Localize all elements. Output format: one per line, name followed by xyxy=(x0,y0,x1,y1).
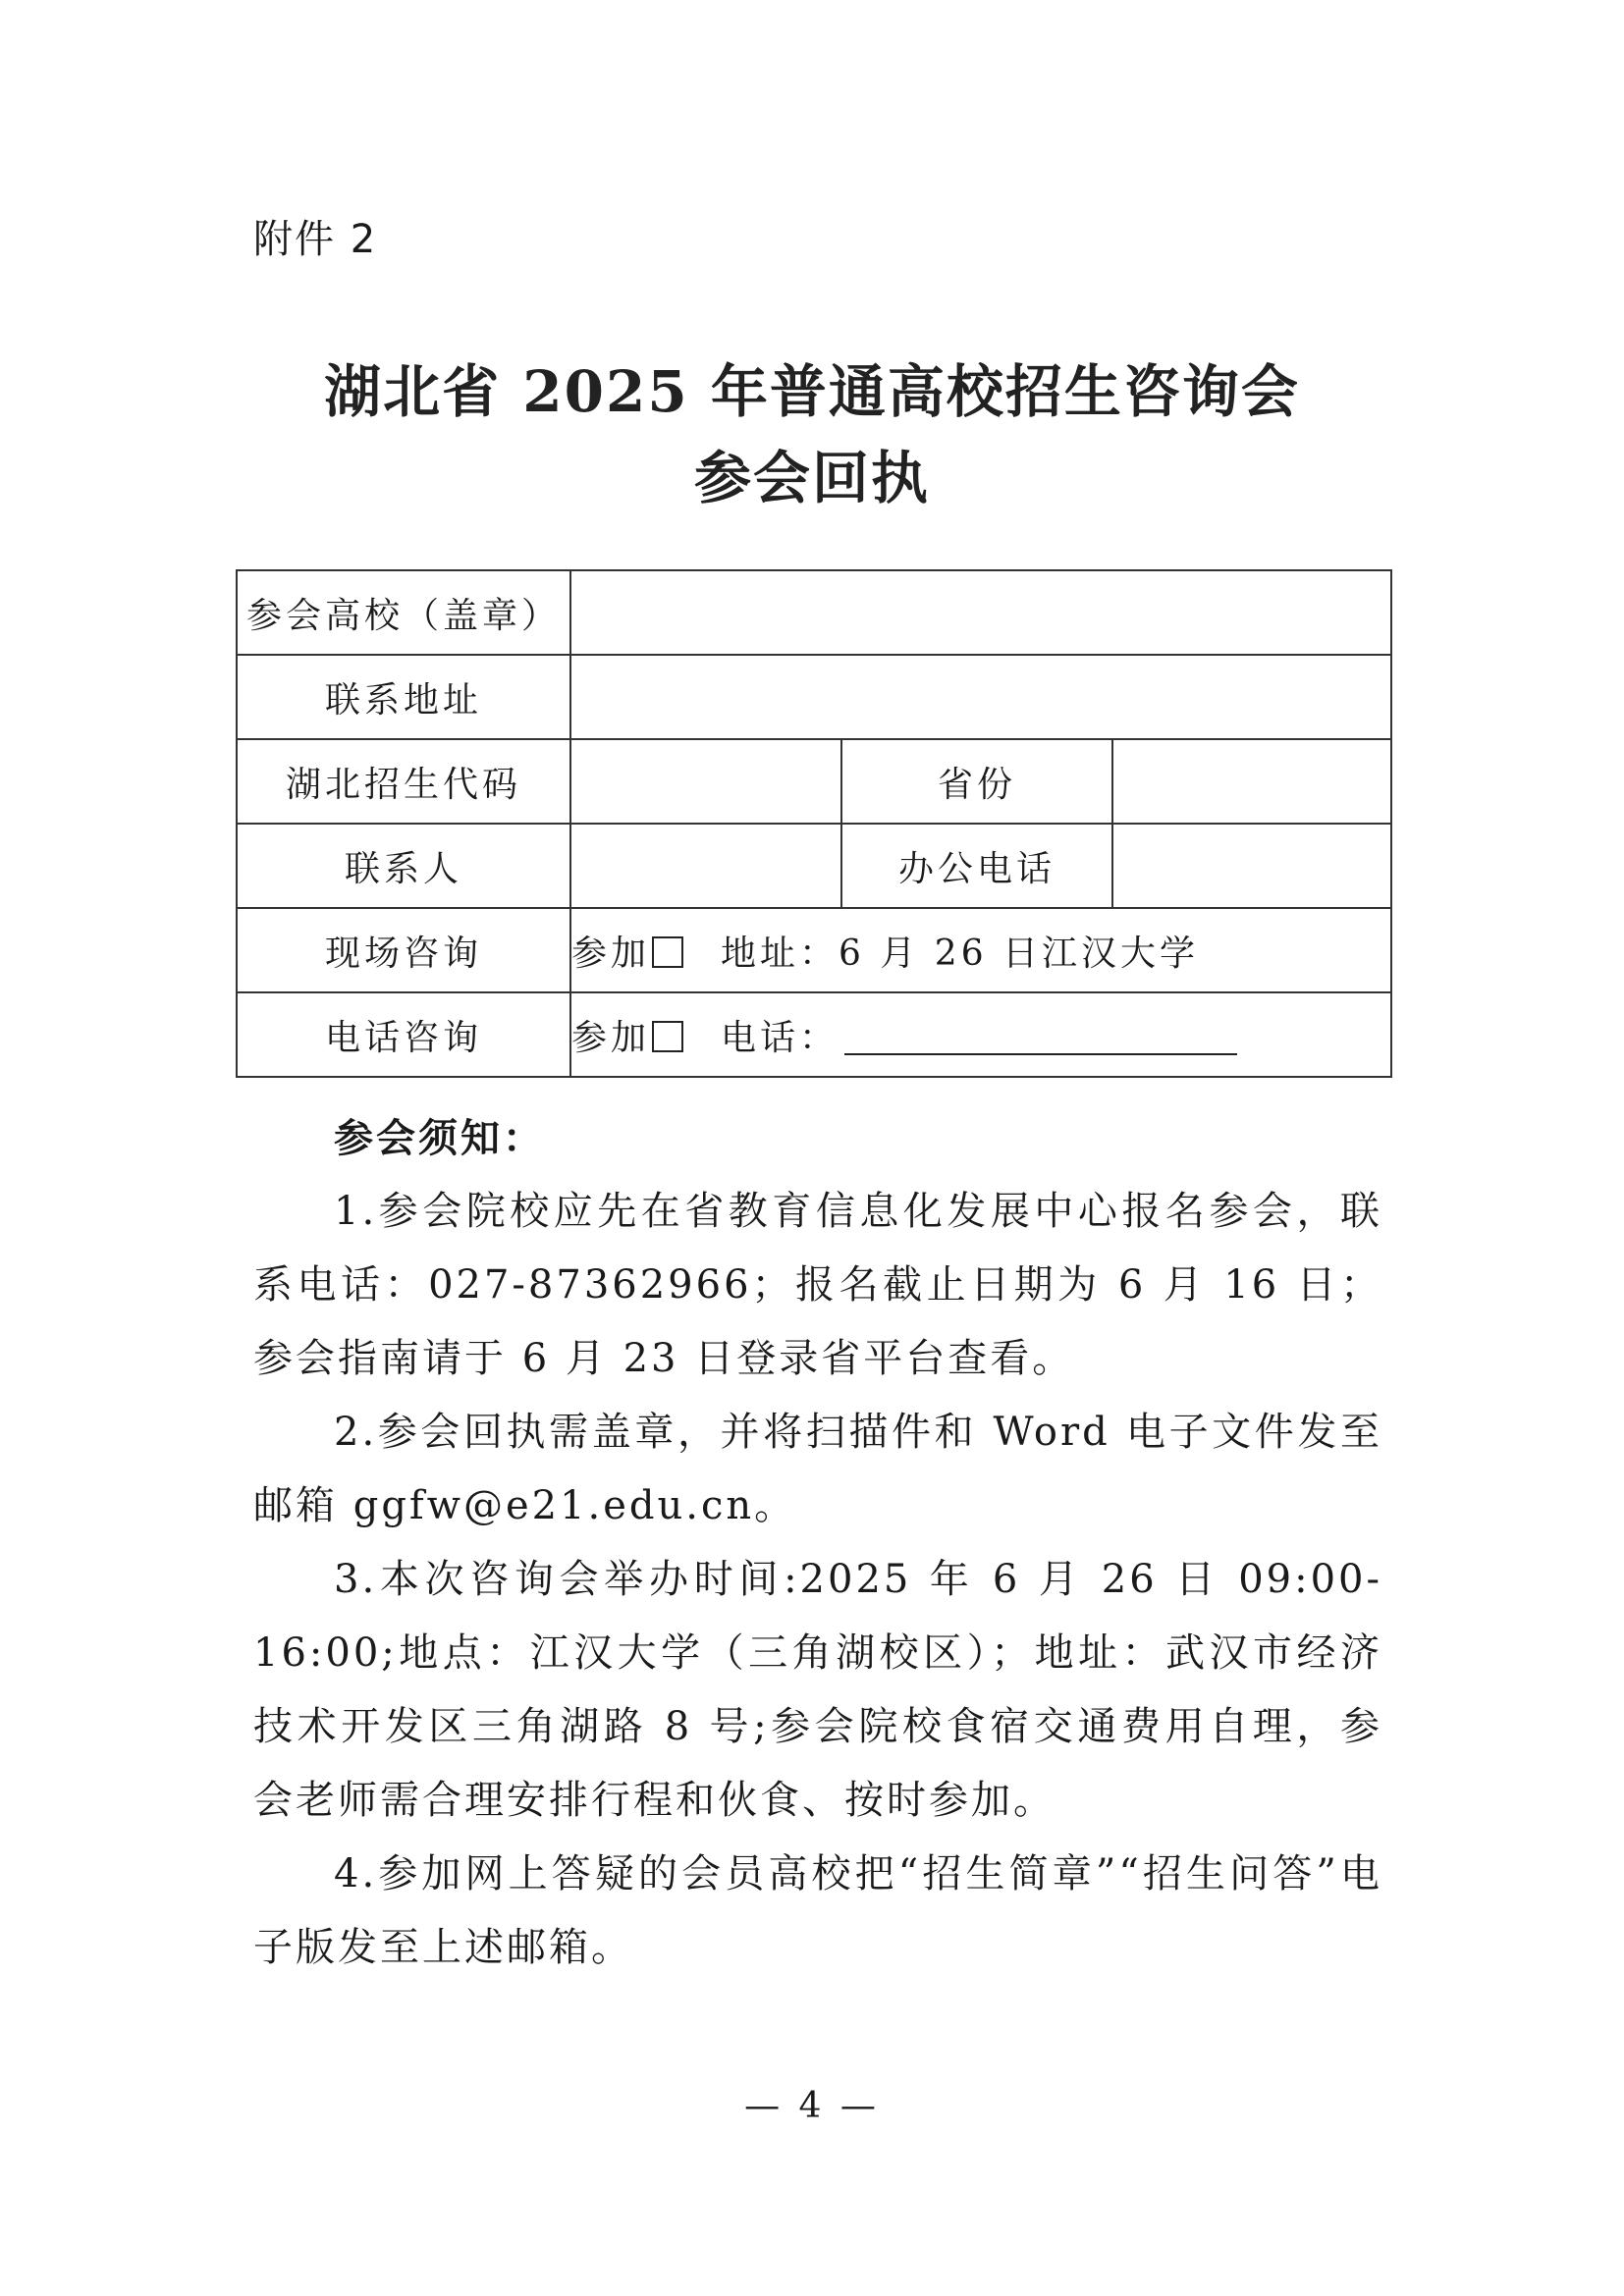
code-label: 湖北招生代码 xyxy=(237,739,570,824)
phone-checkbox[interactable] xyxy=(652,1021,683,1052)
phone-number-blank[interactable] xyxy=(844,1022,1237,1055)
province-label: 省份 xyxy=(841,739,1112,824)
registration-form-table xyxy=(236,569,1392,1078)
notice-item: 4.参加网上答疑的会员高校把“招生简章”“招生问答”电子版发至上述邮箱。 xyxy=(253,1851,1382,1970)
address-label: 联系地址 xyxy=(237,655,570,739)
phone-consult-label: 电话咨询 xyxy=(237,992,570,1077)
document-subtitle: 参会回执 xyxy=(693,445,930,511)
form-row-code xyxy=(237,739,1391,824)
attachment-label: 附件 2 xyxy=(253,217,378,262)
notice-section xyxy=(253,1101,1382,1985)
form-row-phone-consult xyxy=(237,992,1391,1077)
school-field[interactable] xyxy=(570,570,1391,655)
onsite-detail: 地址：6 月 26 日江汉大学 xyxy=(721,933,1200,974)
address-field[interactable] xyxy=(570,655,1391,739)
contact-field[interactable] xyxy=(570,824,841,908)
province-field[interactable] xyxy=(1112,739,1391,824)
document-title: 湖北省 2025 年普通高校招生咨询会 xyxy=(324,358,1300,425)
phone-option-label: 参加 xyxy=(571,1017,651,1058)
phone-detail: 电话： xyxy=(721,1017,839,1058)
contact-label: 联系人 xyxy=(237,824,570,908)
code-field[interactable] xyxy=(570,739,841,824)
page-number: — 4 — xyxy=(744,2086,880,2126)
form-row-address xyxy=(237,655,1391,739)
phone-consult-cell xyxy=(570,992,1391,1077)
notice-item: 2.参会回执需盖章，并将扫描件和 Word 电子文件发至邮箱 ggfw@e21.edu.cn。 xyxy=(253,1410,1382,1528)
form-row-contact xyxy=(237,824,1391,908)
notice-heading: 参会须知： xyxy=(334,1115,545,1161)
form-row-school xyxy=(237,570,1391,655)
school-label: 参会高校（盖章） xyxy=(237,570,570,655)
notice-item: 3.本次咨询会举办时间:2025 年 6 月 26 日 09:00-16:00;地点：江汉大学（三角湖校区）；地址：武汉市经济技术开发区三角湖路 8 号;参会院校食宿交通费用自理，参会老师需合理安排行程和伙食、按时参加。 xyxy=(253,1557,1382,1823)
onsite-label: 现场咨询 xyxy=(237,908,570,992)
notice-item: 1.参会院校应先在省教育信息化发展中心报名参会，联系电话：027-87362966；报名截止日期为 6 月 16 日；参会指南请于 6 月 23 日登录省平台查看。 xyxy=(253,1189,1382,1381)
onsite-option-label: 参加 xyxy=(571,933,651,974)
office-phone-field[interactable] xyxy=(1112,824,1391,908)
onsite-checkbox[interactable] xyxy=(652,936,683,968)
office-phone-label: 办公电话 xyxy=(841,824,1112,908)
form-row-onsite xyxy=(237,908,1391,992)
onsite-cell xyxy=(570,908,1391,992)
